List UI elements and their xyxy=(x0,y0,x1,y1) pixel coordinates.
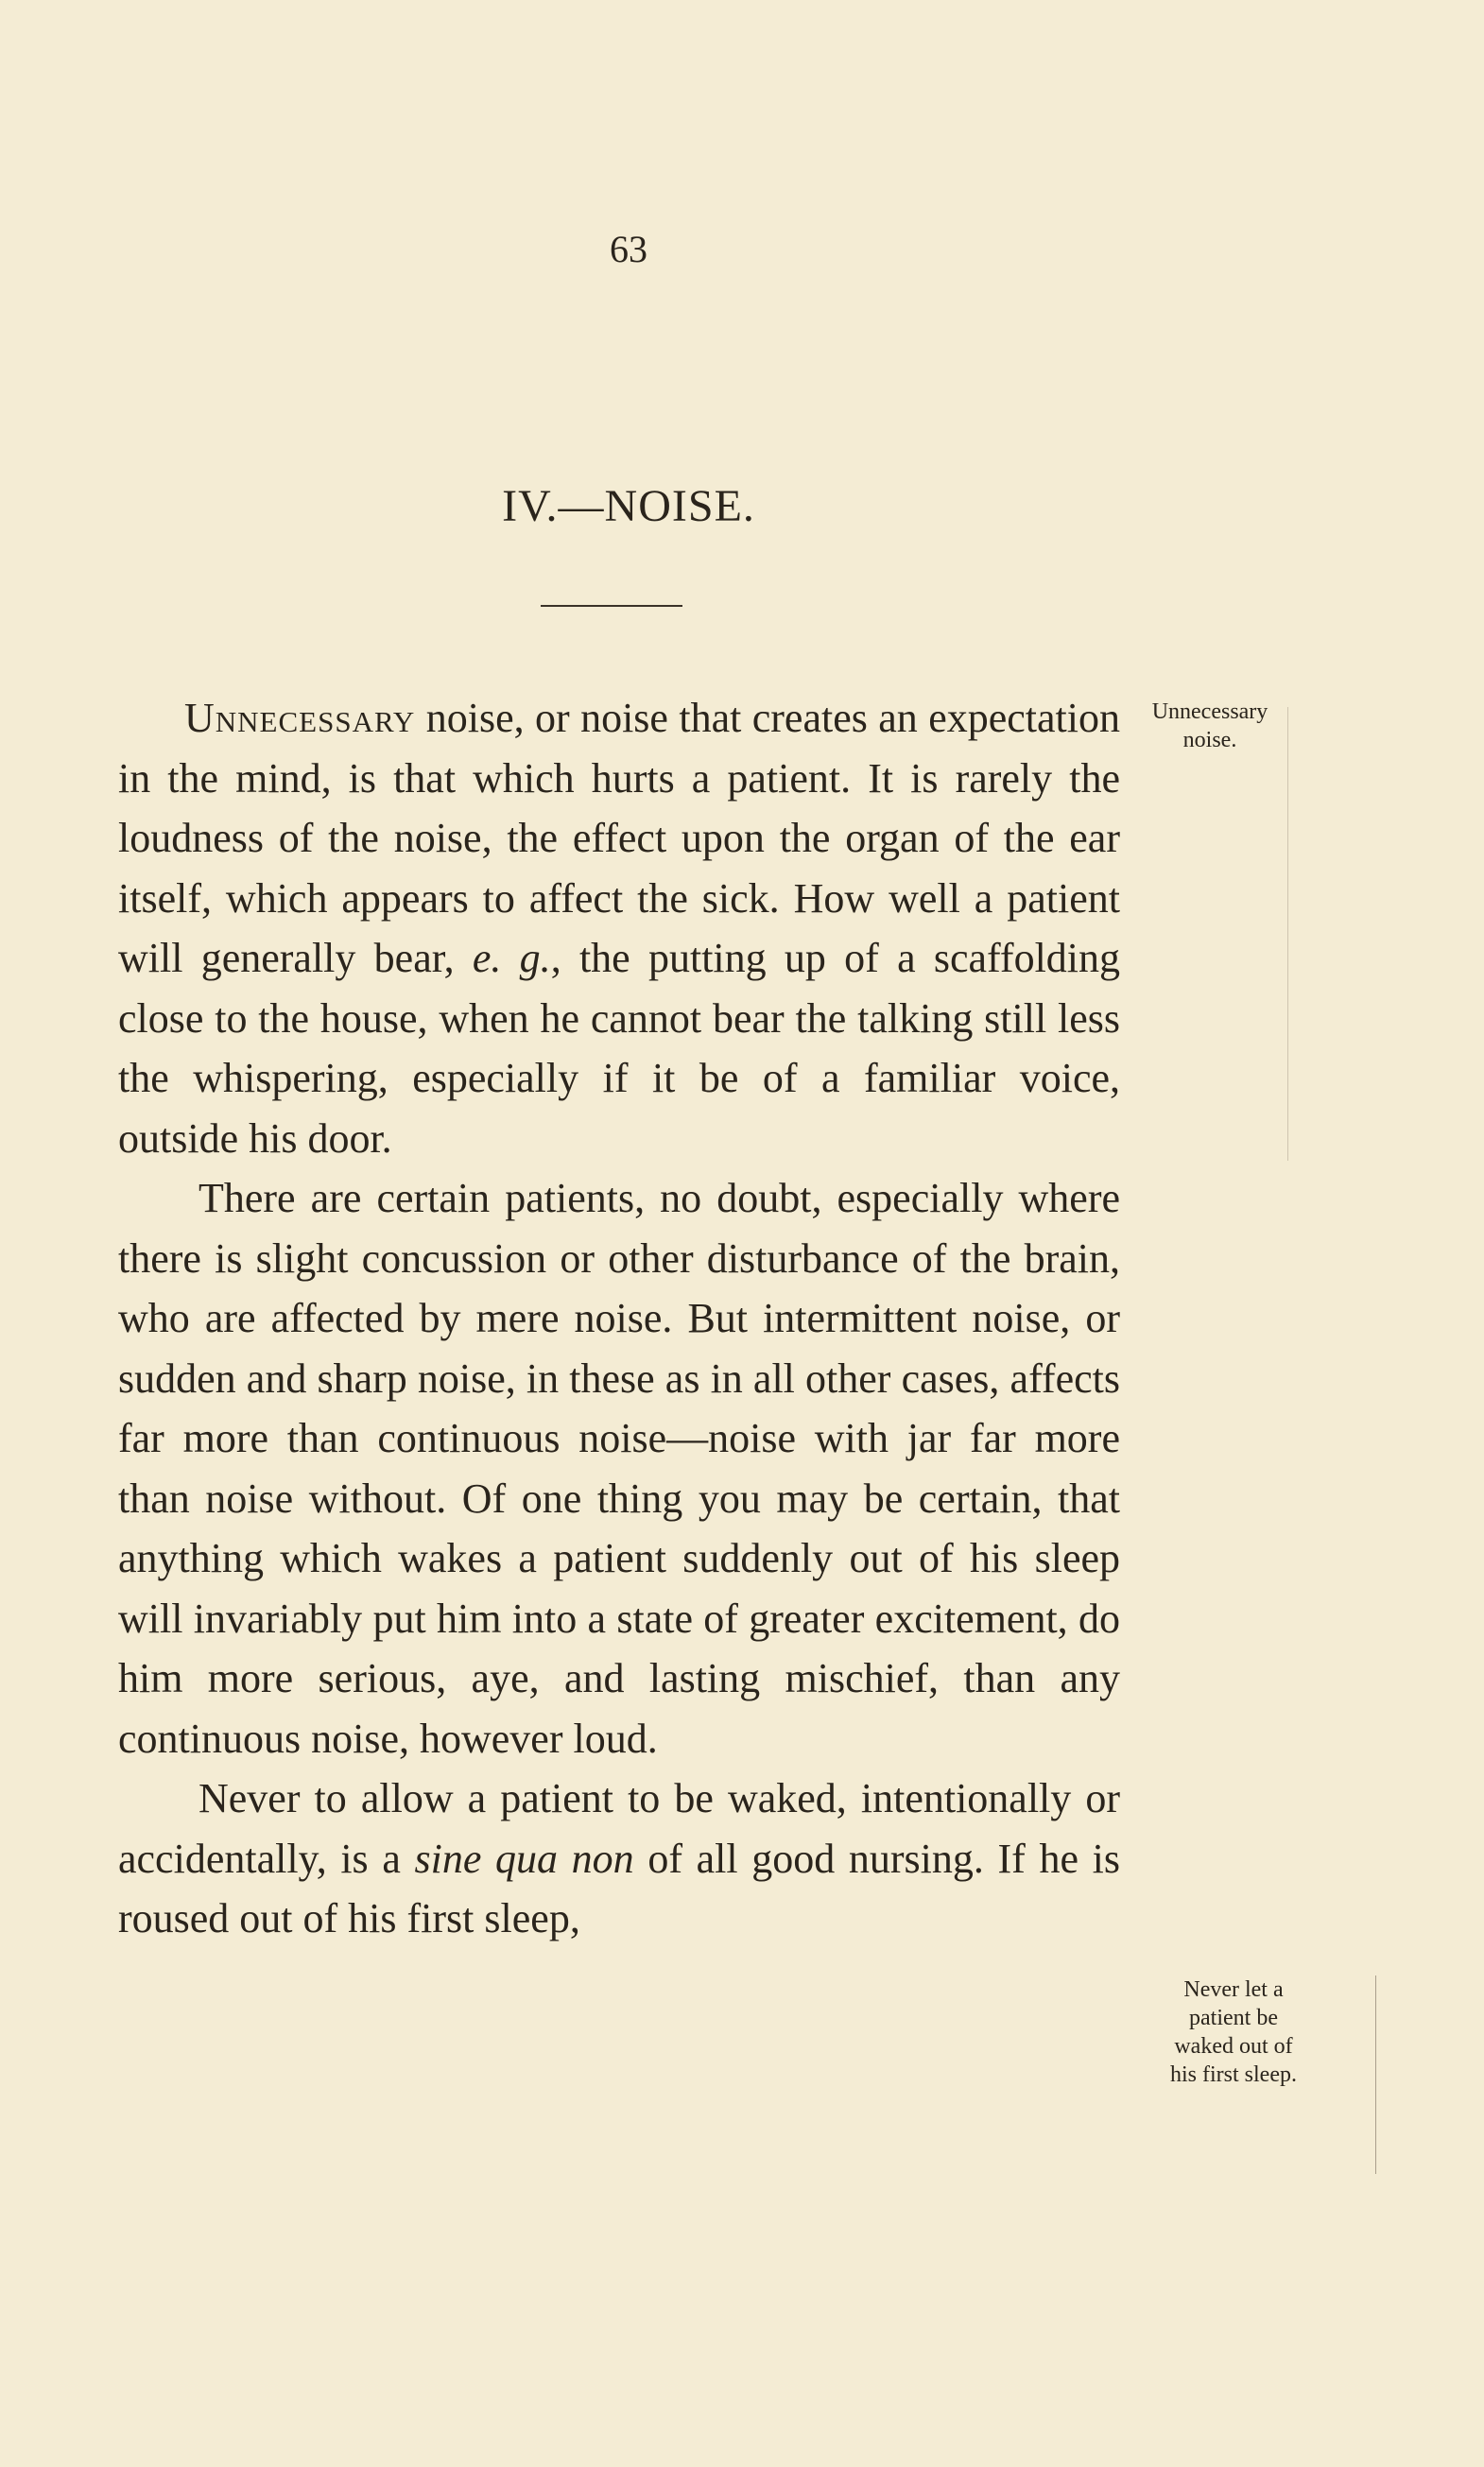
chapter-title: IV.—NOISE. xyxy=(502,481,755,531)
sidenote-first-sleep xyxy=(1139,1975,1328,2089)
paragraph-1-text-2: , the putting up of a scaffolding close to the house, when he cannot bear the talking still less the whispering, especially if it be of a familiar voice, outside his door. xyxy=(118,935,1121,1162)
paragraph-3-latin: sine qua non xyxy=(414,1835,634,1882)
sidenote-2-line-2: patient be xyxy=(1189,2006,1278,2030)
page-number: 63 xyxy=(610,228,647,270)
sidenote-unnecessary-noise xyxy=(1115,698,1304,754)
body-text xyxy=(118,688,1120,1949)
paragraph-3-text-2: of all good nursing. If he is roused out of his first sleep, xyxy=(118,1835,1120,1941)
sidenote-2-line-3: waked out of xyxy=(1174,2034,1293,2059)
margin-pencil-mark xyxy=(1375,1975,1376,2174)
sidenote-1-line-2: noise. xyxy=(1182,728,1237,752)
sidenote-2-line-1: Never let a xyxy=(1183,1977,1284,2002)
title-rule xyxy=(541,605,682,607)
paragraph-3 xyxy=(118,1768,1120,1949)
paragraph-2 xyxy=(118,1168,1120,1768)
paragraph-3-text: Never to allow a patient to be waked, intentionally or accidentally, is a xyxy=(118,1775,1120,1882)
paragraph-1-eg: e. g. xyxy=(472,935,551,981)
sidenote-1-line-1: Unnecessary xyxy=(1151,699,1268,724)
margin-pencil-mark xyxy=(1287,707,1288,1161)
sidenote-2-line-4: his first sleep. xyxy=(1170,2062,1297,2087)
paragraph-1-text: noise, or noise that creates an expectation in the mind, is that which hurts a patient. It is rarely the loudness of the noise, the effect upon the organ of the ear itself, which appears to affect the sick. How well a patient will generally bear, xyxy=(118,695,1120,981)
paragraph-1 xyxy=(118,688,1120,1168)
paragraph-2-text: There are certain patients, no doubt, especially where there is slight concussion or other disturbance of the brain, who are affected by mere noise. But intermittent noise, or sudden and sharp noise, in these as in all other cases, affects far more than continuous noise—noise with jar far more than noise without. Of one thing you may be certain, that anything which wakes a patient suddenly out of his sleep will invariably put him into a state of greater excitement, do him more serious, aye, and lasting mischief, than any continuous noise, however loud. xyxy=(118,1175,1120,1762)
lead-word: Unnecessary xyxy=(184,695,416,741)
